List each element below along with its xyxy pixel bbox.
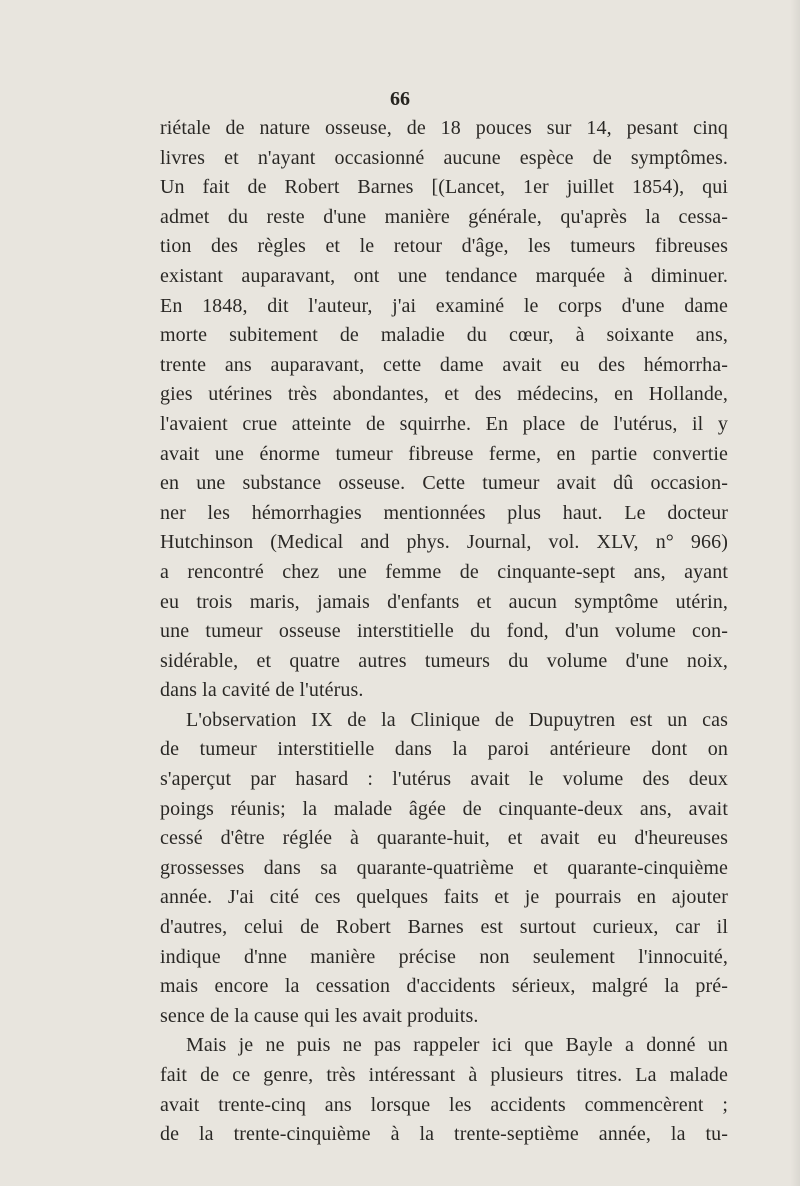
text-line: de la trente-cinquième à la trente-septième année, la tu- bbox=[160, 1123, 728, 1146]
text-line: grossesses dans sa quarante-quatrième et quarante-cinquième bbox=[160, 856, 728, 879]
text-line: existant auparavant, ont une tendance marquée à diminuer. bbox=[160, 264, 728, 287]
text-line: fait de ce genre, très intéressant à plusieurs titres. La malade bbox=[160, 1064, 728, 1086]
text-line: mais encore la cessation d'accidents sérieux, malgré la pré- bbox=[160, 975, 728, 998]
text-line: ner les hémorrhagies mentionnées plus haut. Le docteur bbox=[160, 501, 728, 524]
text-line: a rencontré chez une femme de cinquante-sept ans, ayant bbox=[160, 560, 728, 583]
text-line: poings réunis; la malade âgée de cinquante-deux ans, avait bbox=[160, 797, 728, 820]
text-line: gies utérines très abondantes, et des médecins, en Hollande, bbox=[160, 383, 728, 406]
text-line: s'aperçut par hasard : l'utérus avait le volume des deux bbox=[160, 768, 728, 791]
text-line: d'autres, celui de Robert Barnes est surtout curieux, car il bbox=[160, 916, 728, 939]
text-line: année. J'ai cité ces quelques faits et je pourrais en ajouter bbox=[160, 886, 728, 909]
text-line: de tumeur interstitielle dans la paroi antérieure dont on bbox=[160, 738, 728, 761]
text-line: trente ans auparavant, cette dame avait eu des hémorrha- bbox=[160, 353, 728, 376]
text-line: une tumeur osseuse interstitielle du fond, d'un volume con- bbox=[160, 620, 728, 643]
text-line: cessé d'être réglée à quarante-huit, et avait eu d'heureuses bbox=[160, 827, 728, 850]
text-line: avait trente-cinq ans lorsque les accidents commencèrent ; bbox=[160, 1093, 728, 1116]
text-line: L'observation IX de la Clinique de Dupuytren est un cas bbox=[186, 708, 728, 731]
body-text bbox=[160, 114, 728, 1150]
text-line: en une substance osseuse. Cette tumeur avait dû occasion- bbox=[160, 472, 728, 495]
text-line: indique d'nne manière précise non seulement l'innocuité, bbox=[160, 945, 728, 968]
text-line: En 1848, dit l'auteur, j'ai examiné le corps d'une dame bbox=[160, 294, 728, 317]
text-line: morte subitement de maladie du cœur, à soixante ans, bbox=[160, 324, 728, 347]
text-line: tion des règles et le retour d'âge, les tumeurs fibreuses bbox=[160, 235, 728, 258]
text-line: Hutchinson (Medical and phys. Journal, vol. XLV, n° 966) bbox=[160, 531, 728, 554]
text-line: Mais je ne puis ne pas rappeler ici que Bayle a donné un bbox=[186, 1034, 728, 1057]
text-line: livres et n'ayant occasionné aucune espèce de symptômes. bbox=[160, 146, 728, 169]
text-line: admet du reste d'une manière générale, qu'après la cessa- bbox=[160, 205, 728, 228]
text-line: avait une énorme tumeur fibreuse ferme, en partie convertie bbox=[160, 442, 728, 465]
page-number: 66 bbox=[390, 88, 410, 110]
text-line: riétale de nature osseuse, de 18 pouces sur 14, pesant cinq bbox=[160, 117, 728, 139]
page-edge-shadow bbox=[790, 0, 800, 1186]
text-line: Un fait de Robert Barnes [(Lancet, 1er juillet 1854), qui bbox=[160, 176, 728, 199]
text-line: dans la cavité de l'utérus. bbox=[160, 679, 364, 702]
text-line: sidérable, et quatre autres tumeurs du volume d'une noix, bbox=[160, 649, 728, 672]
text-line: l'avaient crue atteinte de squirrhe. En place de l'utérus, il y bbox=[160, 412, 728, 435]
text-line: eu trois maris, jamais d'enfants et aucun symptôme utérin, bbox=[160, 590, 728, 613]
text-line: sence de la cause qui les avait produits. bbox=[160, 1004, 479, 1027]
